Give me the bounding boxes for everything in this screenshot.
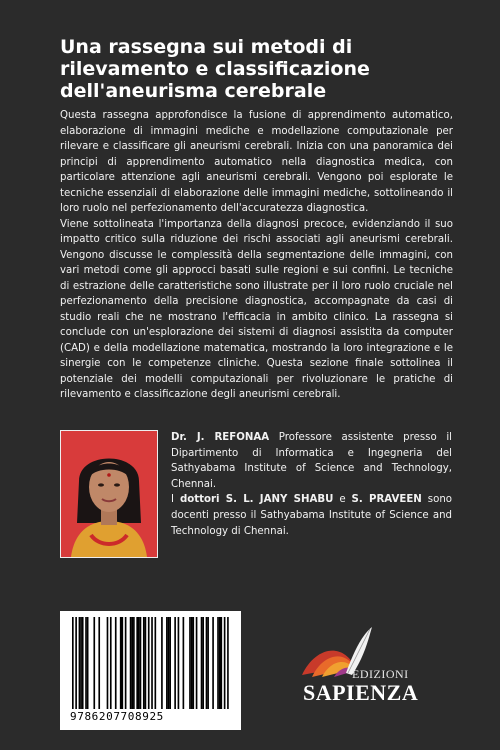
barcode-bar	[212, 617, 214, 709]
isbn-number: 9786207708925	[70, 710, 164, 723]
barcode-bar	[151, 617, 153, 709]
barcode-bar	[189, 617, 191, 709]
barcode-bar	[201, 617, 203, 709]
barcode-bar	[192, 617, 194, 709]
barcode-bar	[206, 617, 208, 709]
author-paragraph-2	[171, 492, 452, 539]
publisher-name: SAPIENZA	[303, 680, 419, 705]
author-paragraph-1	[171, 430, 452, 492]
barcode-bar	[178, 617, 180, 709]
barcode-bar	[221, 617, 223, 709]
barcode-bar	[140, 617, 142, 709]
barcode-bar	[196, 617, 198, 709]
barcode-bar	[82, 617, 84, 709]
barcode-bar	[148, 617, 150, 709]
barcode-bar	[115, 617, 117, 709]
barcode-bar	[98, 617, 100, 709]
barcode-bar	[174, 617, 176, 709]
barcode-bar	[161, 617, 163, 709]
barcode-bar	[155, 617, 157, 709]
barcode-bar	[80, 617, 82, 709]
author-names-2b: S. PRAVEEN	[351, 494, 422, 506]
barcode-bar	[85, 617, 87, 709]
author-photo	[60, 430, 158, 558]
barcode-bar	[143, 617, 145, 709]
author-name-1: Dr. J. REFONAA	[171, 432, 270, 443]
barcode-bar	[168, 617, 170, 709]
barcode-bar	[183, 617, 185, 709]
isbn-barcode	[60, 611, 241, 730]
barcode-bar	[136, 617, 138, 709]
barcode-bar	[110, 617, 112, 709]
barcode-bar	[133, 617, 135, 709]
barcode-bar	[93, 617, 95, 709]
author-conj-2: e	[333, 494, 352, 506]
barcode-bar	[227, 617, 229, 709]
barcode-bar	[130, 617, 132, 709]
barcode-bar	[120, 617, 122, 709]
author-bio-1: Professore assistente presso il Dipartimento di Informatica e Ingegneria del Sathyabama Institute of Science and Technology, Chennai.	[171, 432, 452, 490]
author-info	[171, 430, 452, 539]
barcode-bar	[207, 617, 209, 709]
author-prefix-2: I	[171, 494, 180, 506]
barcode-bar	[87, 617, 89, 709]
barcode-bar	[202, 617, 204, 709]
author-names-2a: dottori S. L. JANY SHABU	[179, 494, 334, 506]
publisher-line-1: EDIZIONI	[352, 667, 409, 681]
barcode-bar	[107, 617, 109, 709]
barcode-bar	[169, 617, 171, 709]
barcode-bar	[125, 617, 127, 709]
barcode-bars	[60, 611, 241, 711]
barcode-bar	[79, 617, 81, 709]
barcode-bar	[191, 617, 193, 709]
barcode-bar	[166, 617, 168, 709]
author-portrait-image	[61, 431, 157, 557]
barcode-bar	[217, 617, 219, 709]
book-description	[60, 108, 453, 403]
barcode-bar	[219, 617, 221, 709]
barcode-bar	[138, 617, 140, 709]
barcode-bar	[122, 617, 124, 709]
book-title: Una rassegna sui metodi di rilevamento e classificazione dell'aneurisma cerebrale	[60, 36, 370, 102]
description-paragraph-2: Viene sottolineata l'importanza della diagnosi precoce, evidenziando il suo impatto critico sulla riduzione dei rischi associati agli aneurismi cerebrali. Vengono discusse le complessità della segmentazione delle immagini, con vari metodi come gli approcci basati sulle regioni e sui confini. Le tecniche di estrazione delle caratteristiche sono illustrate per il loro ruolo cruciale nel perfezionamento della precisione diagnostica, accompagnate da casi di studio reali che ne mostrano l'efficacia in ambito clinico. La rassegna si conclude con un'esplorazione dei sistemi di diagnosi assistita da computer (CAD) e della modellazione matematica, mostrando la loro integrazione e le sinergie con le competenze cliniche. Questa sezione finale sottolinea il potenziale dei modelli computazionali per rivoluzionare le pratiche di rilevamento e classificazione degli aneurismi cerebrali.	[60, 218, 453, 400]
barcode-bar	[131, 617, 133, 709]
barcode-bar	[72, 617, 74, 709]
barcode-bar	[145, 617, 147, 709]
barcode-bar	[75, 617, 77, 709]
barcode-bar	[224, 617, 226, 709]
description-paragraph-1: Questa rassegna approfondisce la fusione di apprendimento automatico, elaborazione di immagini mediche e modellazione computazionale per rilevare e classificare gli aneurismi cerebrali. Inizia con una panoramica dei principi di apprendimento automatico nella diagnostica medica, con particolare attenzione agli aneurismi cerebrali. Vengono poi esplorate le tecniche essenziali di elaborazione delle immagini mediche, sottolineando il loro ruolo nel perfezionamento dell'accuratezza diagnostica.	[60, 110, 453, 214]
author-bio-2: sono docenti presso il Sathyabama Institute of Science and Technology di Chennai.	[171, 494, 453, 537]
